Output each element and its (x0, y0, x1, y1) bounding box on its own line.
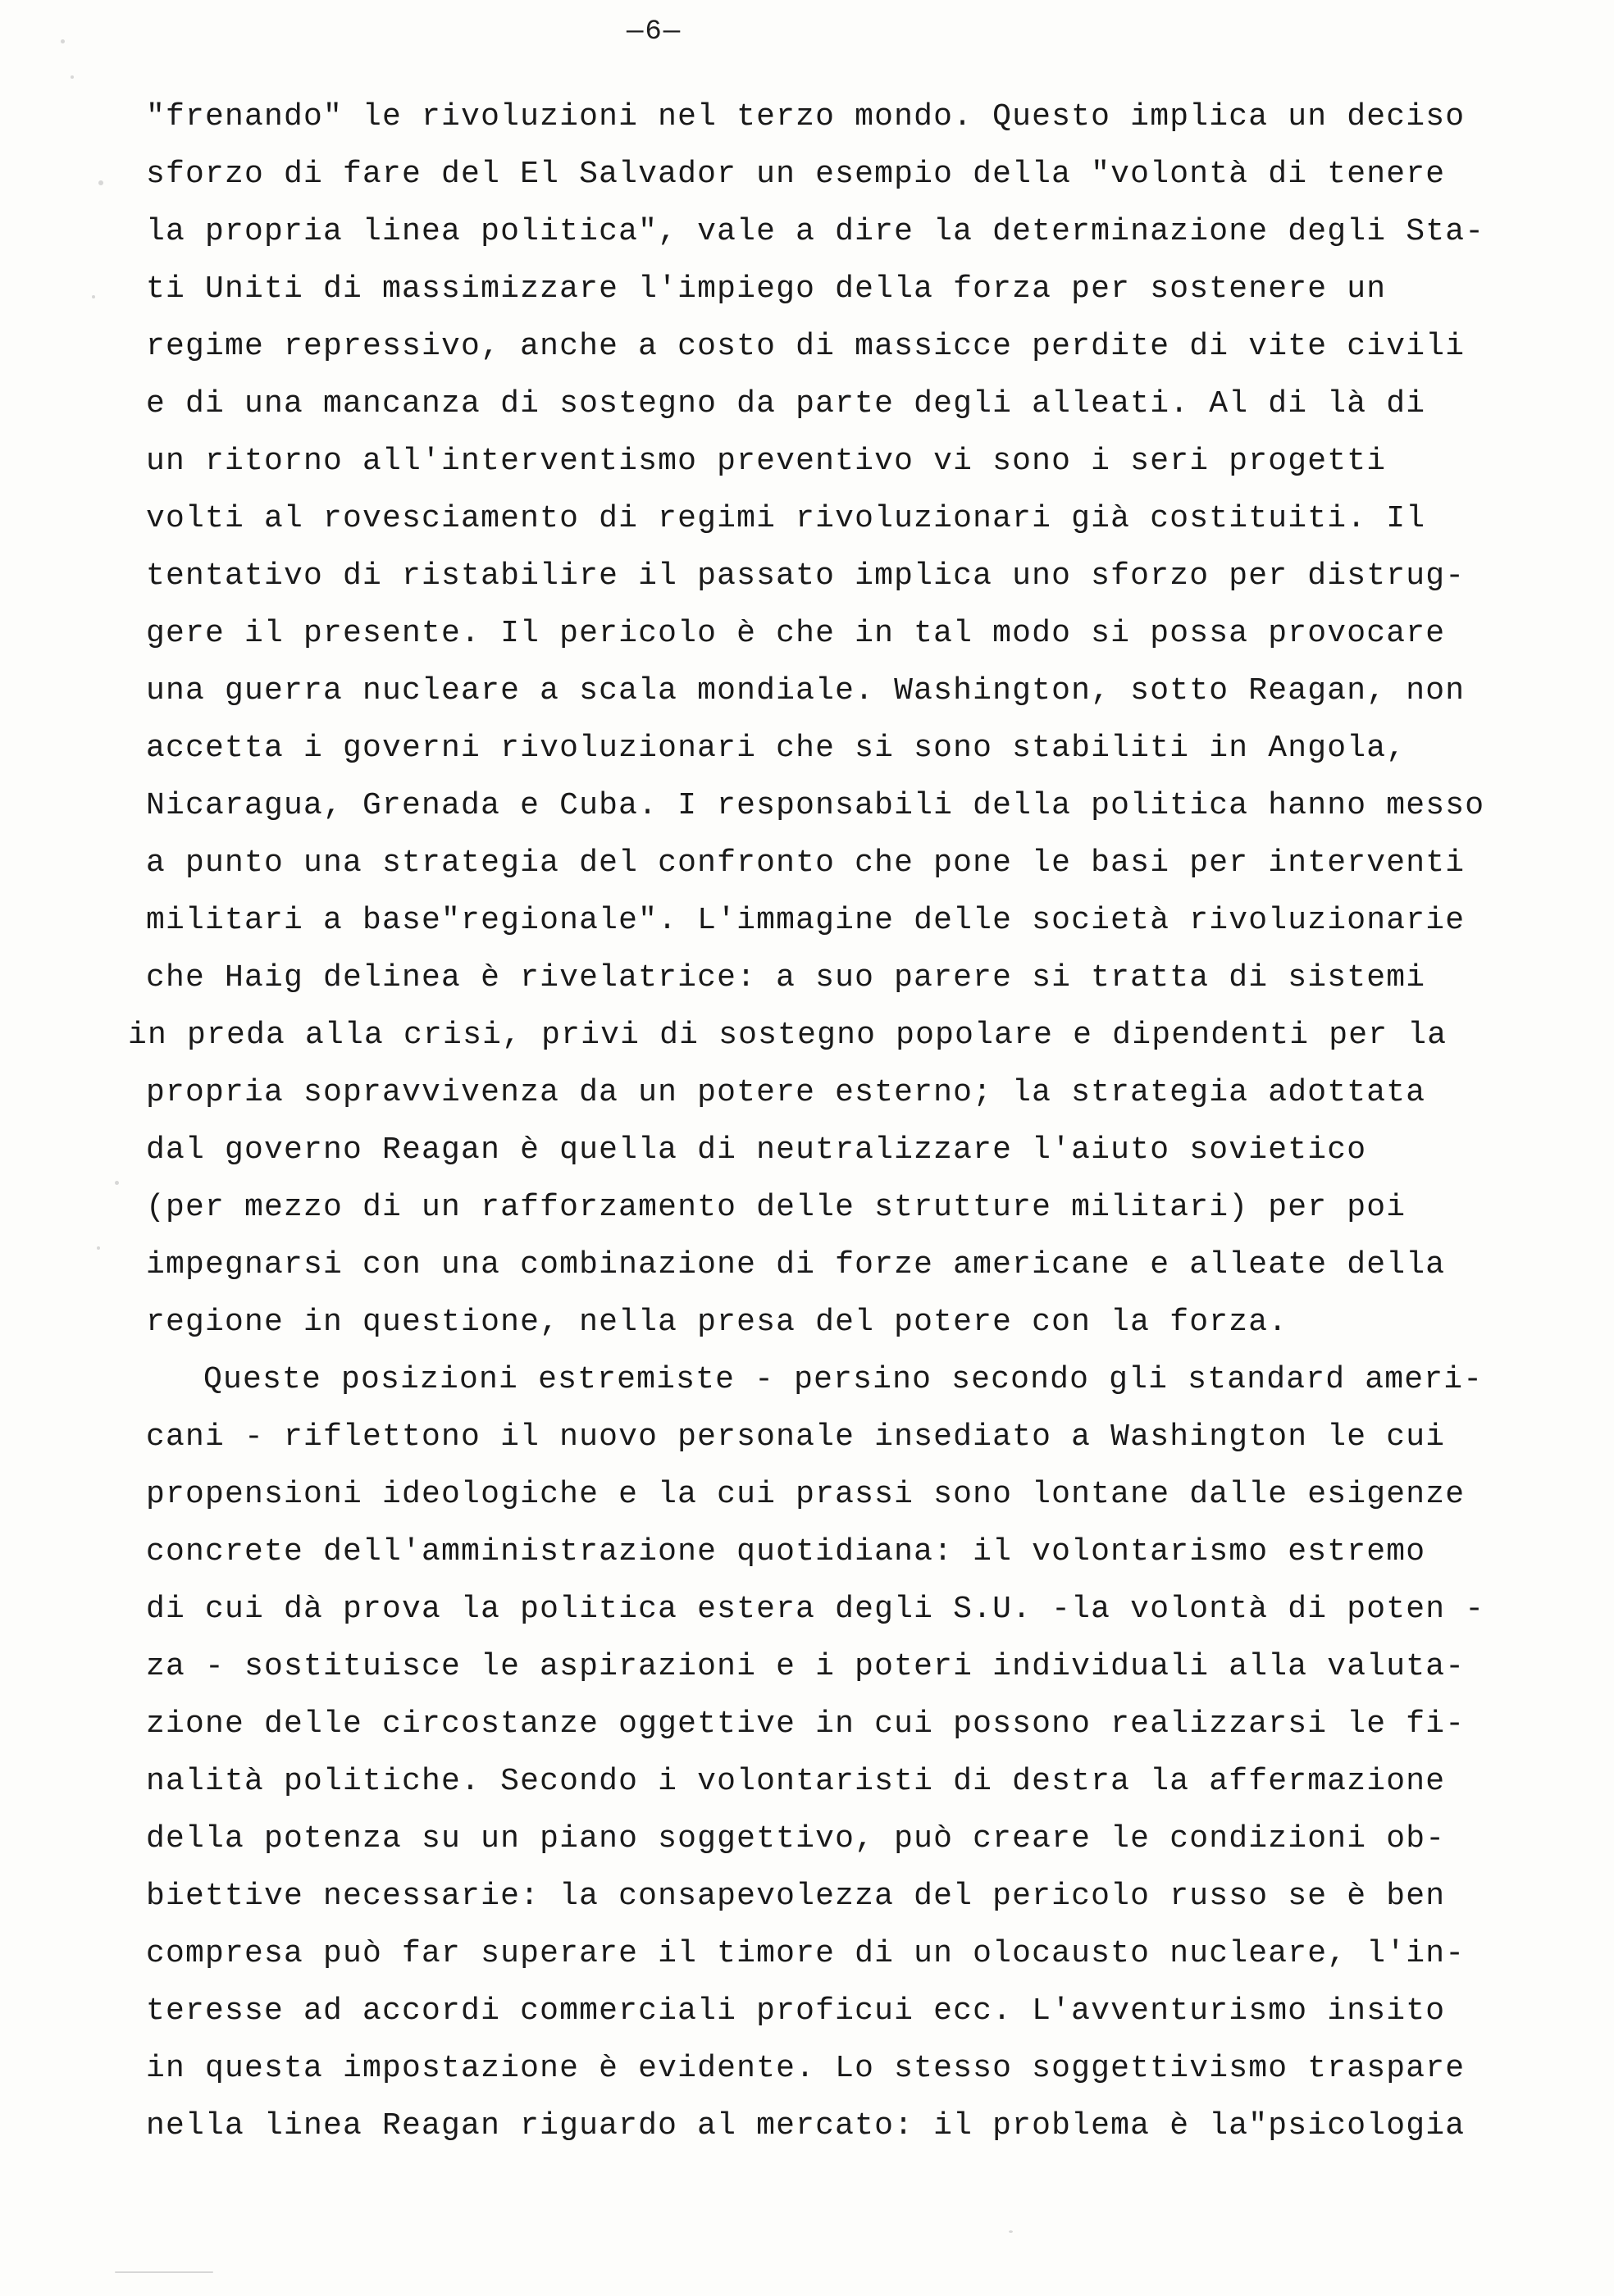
text-line: della potenza su un piano soggettivo, può creare le condizioni ob- (146, 1821, 1446, 1856)
text-line: propensioni ideologiche e la cui prassi sono lontane dalle esigenze (146, 1477, 1466, 1512)
text-line: Nicaragua, Grenada e Cuba. I responsabili della politica hanno messo (146, 788, 1485, 823)
paragraph-start-line: Queste posizioni estremiste - persino secondo gli standard ameri- (203, 1362, 1484, 1397)
text-line: a punto una strategia del confronto che pone le basi per interventi (146, 845, 1466, 881)
text-line: (per mezzo di un rafforzamento delle strutture militari) per poi (146, 1190, 1407, 1225)
text-line: propria sopravvivenza da un potere esterno; la strategia adottata (146, 1075, 1426, 1110)
text-line: za - sostituisce le aspirazioni e i poteri individuali alla valuta- (146, 1649, 1466, 1684)
page-number: —6— (627, 16, 682, 48)
text-line: regime repressivo, anche a costo di massicce perdite di vite civili (146, 329, 1466, 364)
text-line: accetta i governi rivoluzionari che si sono stabiliti in Angola, (146, 731, 1407, 766)
text-line: in questa impostazione è evidente. Lo stesso soggettivismo traspare (146, 2051, 1466, 2086)
text-line: di cui dà prova la politica estera degli S.U. -la volontà di poten - (146, 1592, 1485, 1627)
text-line: nella linea Reagan riguardo al mercato: il problema è la"psicologia (146, 2108, 1466, 2143)
text-line: concrete dell'amministrazione quotidiana: il volontarismo estremo (146, 1534, 1426, 1569)
text-line: zione delle circostanze oggettive in cui possono realizzarsi le fi- (146, 1706, 1466, 1742)
text-line: gere il presente. Il pericolo è che in tal modo si possa provocare (146, 616, 1446, 651)
scan-speck (98, 180, 103, 185)
scan-speck (115, 2271, 213, 2273)
text-line: impegnarsi con una combinazione di forze americane e alleate della (146, 1247, 1446, 1282)
scan-speck (92, 295, 95, 298)
text-line: "frenando" le rivoluzioni nel terzo mondo. Questo implica un deciso (146, 99, 1466, 134)
text-line: biettive necessarie: la consapevolezza del pericolo russo se è ben (146, 1879, 1446, 1914)
text-line: dal governo Reagan è quella di neutralizzare l'aiuto sovietico (146, 1132, 1367, 1168)
text-line: cani - riflettono il nuovo personale insediato a Washington le cui (146, 1419, 1446, 1455)
scan-speck (115, 1181, 119, 1185)
text-line: militari a base"regionale". L'immagine delle società rivoluzionarie (146, 903, 1466, 938)
text-line: e di una mancanza di sostegno da parte degli alleati. Al di là di (146, 386, 1426, 421)
scan-speck (1009, 2230, 1013, 2233)
text-line: la propria linea politica", vale a dire la determinazione degli Sta- (146, 214, 1485, 249)
text-line: ti Uniti di massimizzare l'impiego della forza per sostenere un (146, 271, 1387, 307)
scan-speck (71, 75, 74, 79)
text-line: teresse ad accordi commerciali proficui ecc. L'avventurismo insito (146, 1993, 1446, 2029)
text-line: tentativo di ristabilire il passato implica uno sforzo per distrug- (146, 558, 1466, 594)
text-line: volti al rovesciamento di regimi rivoluzionari già costituiti. Il (146, 501, 1426, 536)
text-line: regione in questione, nella presa del potere con la forza. (146, 1305, 1288, 1340)
text-line: un ritorno all'interventismo preventivo vi sono i seri progetti (146, 444, 1387, 479)
text-line: che Haig delinea è rivelatrice: a suo parere si tratta di sistemi (146, 960, 1426, 995)
body-text (128, 89, 1573, 2155)
text-line: compresa può far superare il timore di un olocausto nucleare, l'in- (146, 1936, 1466, 1971)
text-line: in preda alla crisi, privi di sostegno popolare e dipendenti per la (128, 1018, 1448, 1053)
scan-speck (61, 39, 65, 43)
text-line: sforzo di fare del El Salvador un esempio della "volontà di tenere (146, 157, 1446, 192)
text-line: nalità politiche. Secondo i volontaristi di destra la affermazione (146, 1764, 1446, 1799)
scan-speck (97, 1246, 100, 1250)
text-line: una guerra nucleare a scala mondiale. Washington, sotto Reagan, non (146, 673, 1466, 708)
